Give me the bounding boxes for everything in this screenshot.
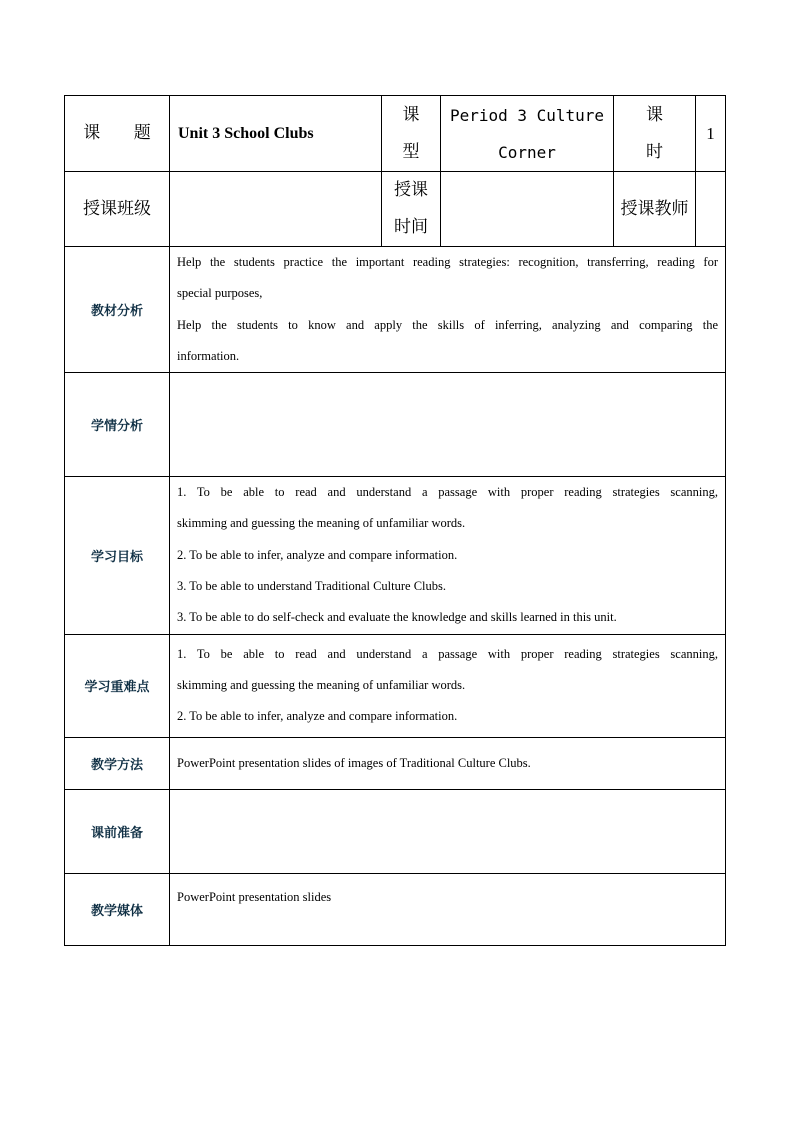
content-line: Help the students practice the important reading strategies: recognition, transferring, reading for [177, 255, 718, 269]
section-content [170, 477, 726, 634]
section-row [65, 873, 726, 945]
time-value [441, 172, 614, 247]
teacher-value [696, 172, 726, 247]
content-line: skimming and guessing the meaning of unfamiliar words. [177, 516, 466, 531]
header-row [65, 96, 726, 172]
section-label: 教学媒体 [65, 873, 170, 945]
section-label: 教材分析 [65, 247, 170, 373]
content-line: 1. To be able to read and understand a passage with proper reading strategies scanning, [177, 646, 718, 661]
content-line: 2. To be able to infer, analyze and compare information. [177, 547, 458, 562]
content-line: 2. To be able to infer, analyze and compare information. [177, 709, 458, 724]
section-row [65, 737, 726, 789]
lesson-plan-table [64, 95, 726, 946]
section-label: 课前准备 [65, 789, 170, 873]
section-content [170, 373, 726, 477]
content-line: PowerPoint presentation slides [177, 889, 332, 904]
section-row [65, 247, 726, 373]
content-line: special purposes, [177, 286, 263, 301]
section-label: 学习重难点 [65, 634, 170, 737]
section-label: 学情分析 [65, 373, 170, 477]
section-row [65, 373, 726, 477]
section-label: 教学方法 [65, 737, 170, 789]
section-label: 学习目标 [65, 477, 170, 634]
time-label: 授课时间 [382, 172, 441, 247]
content-line: 1. To be able to read and understand a passage with proper reading strategies scanning, [177, 485, 718, 500]
content-line: Help the students to know and apply the skills of inferring, analyzing and comparing the [177, 317, 718, 332]
content-line: 3. To be able to understand Traditional Culture Clubs. [177, 579, 447, 594]
type-value: Period 3 Culture Corner [441, 96, 614, 172]
section-content [170, 247, 726, 373]
section-content [170, 634, 726, 737]
section-content [170, 873, 726, 945]
section-row [65, 789, 726, 873]
section-row [65, 477, 726, 634]
content-line: PowerPoint presentation slides of images of Traditional Culture Clubs. [177, 755, 531, 770]
class-value [170, 172, 382, 247]
type-label: 课型 [382, 96, 441, 172]
section-content [170, 737, 726, 789]
class-label: 授课班级 [65, 172, 170, 247]
class-row [65, 172, 726, 247]
hours-label: 课 时 [614, 96, 696, 172]
teacher-label: 授课教师 [614, 172, 696, 247]
topic-value: Unit 3 School Clubs [170, 96, 382, 172]
content-line: 3. To be able to do self-check and evaluate the knowledge and skills learned in this unit. [177, 610, 617, 625]
section-row [65, 634, 726, 737]
hours-value: 1 [696, 96, 726, 172]
section-content [170, 789, 726, 873]
content-line: skimming and guessing the meaning of unfamiliar words. [177, 678, 466, 693]
topic-label: 课 题 [65, 96, 170, 172]
content-line: information. [177, 348, 240, 363]
